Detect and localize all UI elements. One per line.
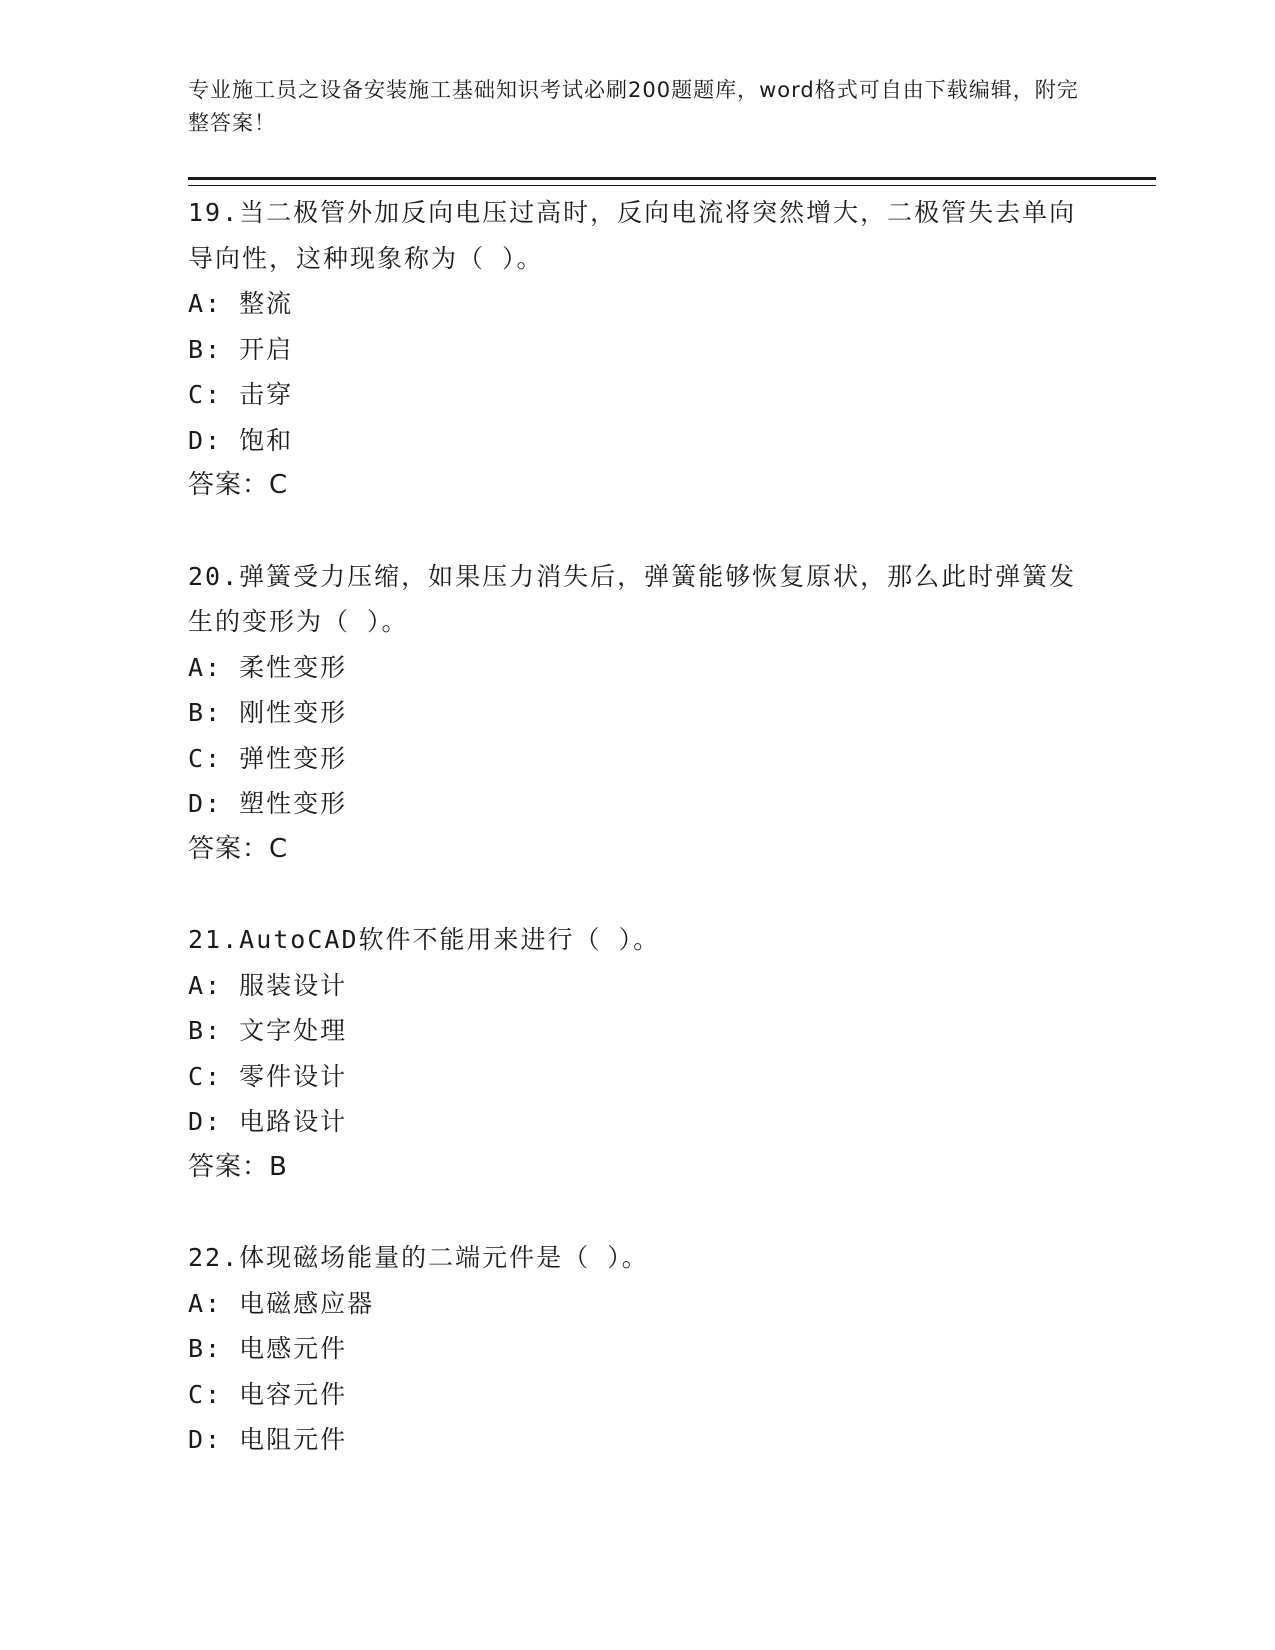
option-b: B: 文字处理 <box>188 1016 348 1045</box>
option-a: A: 整流 <box>188 289 294 318</box>
question-22 <box>188 1235 1088 1463</box>
question-19 <box>188 190 1088 509</box>
option-c: C: 零件设计 <box>188 1061 348 1091</box>
option-a: A: 柔性变形 <box>188 652 348 682</box>
header-divider-thick <box>188 177 1156 180</box>
question-20 <box>188 554 1088 873</box>
option-d: D: 电阻元件 <box>188 1425 348 1454</box>
question-stem: 21.AutoCAD软件不能用来进行（ ）。 <box>188 925 661 954</box>
question-21 <box>188 917 1088 1190</box>
option-d: D: 塑性变形 <box>188 789 348 818</box>
answer: 答案：C <box>188 833 289 864</box>
option-d: D: 饱和 <box>188 425 294 455</box>
question-stem: 22.体现磁场能量的二端元件是（ ）。 <box>188 1243 649 1272</box>
option-b: B: 开启 <box>188 334 294 364</box>
question-list <box>188 190 1088 1508</box>
document-header <box>188 74 1088 140</box>
option-a: A: 电磁感应器 <box>188 1288 375 1318</box>
header-divider-thin <box>188 185 1156 186</box>
answer: 答案：C <box>188 470 289 500</box>
option-c: C: 电容元件 <box>188 1379 348 1409</box>
question-stem: 19.当二极管外加反向电压过高时，反向电流将突然增大，二极管失去单向导向性，这种现象称为（ ）。 <box>188 198 1077 273</box>
question-stem: 20.弹簧受力压缩，如果压力消失后，弹簧能够恢复原状，那么此时弹簧发生的变形为（ ）。 <box>188 561 1077 636</box>
document-title: 专业施工员之设备安装施工基础知识考试必刷200题题库，word格式可自由下载编辑，附完整答案！ <box>188 78 1079 135</box>
option-d: D: 电路设计 <box>188 1107 348 1136</box>
option-c: C: 弹性变形 <box>188 743 348 773</box>
option-c: C: 击穿 <box>188 380 294 409</box>
option-b: B: 刚性变形 <box>188 698 348 727</box>
option-b: B: 电感元件 <box>188 1334 348 1363</box>
option-a: A: 服装设计 <box>188 970 348 1000</box>
answer: 答案：B <box>188 1151 288 1182</box>
